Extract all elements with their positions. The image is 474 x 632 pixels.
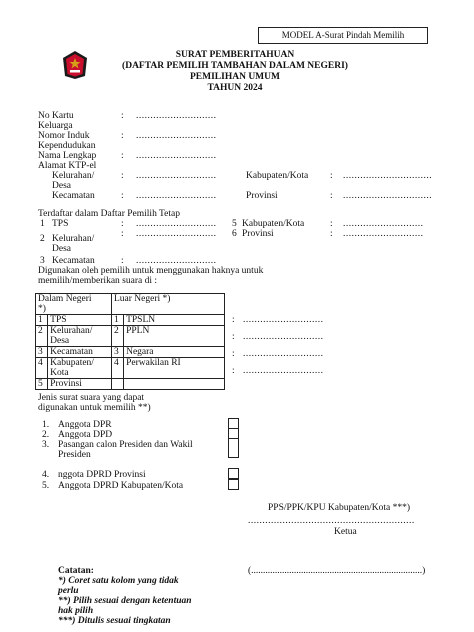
field-nama: ............................ [136, 151, 217, 161]
colon: : [330, 171, 333, 181]
label-kecamatan: Kecamatan [52, 191, 95, 201]
kpu-logo-icon [62, 50, 88, 80]
field-nik: ............................ [136, 131, 217, 141]
title-line-2: (DAFTAR PEMILIH TAMBAHAN DALAM NEGERI) [122, 61, 348, 71]
colon: : [121, 131, 124, 141]
label-keluarga: Keluarga [38, 121, 73, 131]
terdaftar-heading: Terdaftar dalam Daftar Pemilih Tetap [38, 209, 180, 219]
terdaftar-num-3: 3 [40, 256, 45, 266]
model-label: MODEL A-Surat Pindah Memilih [258, 27, 428, 44]
colon: : [232, 332, 235, 342]
label-nama-lengkap: Nama Lengkap [38, 151, 97, 161]
field-table-3: ............................ [243, 349, 324, 359]
table-cell-ln: PPLN [124, 326, 225, 347]
jenis-num: 2. [42, 430, 50, 440]
table-cell-ln [124, 379, 225, 390]
digunakan-line-2: memilih/memberikan suara di : [38, 276, 157, 286]
title-line-3: PEMILIHAN UMUM [190, 72, 280, 82]
table-cell-dn: Kabupaten/ Kota [48, 358, 112, 379]
table-cell-num: 3 [36, 347, 48, 358]
jenis-num: 1. [42, 420, 50, 430]
table-cell-num: 2 [112, 326, 124, 347]
terdaftar-num-2: 2 [40, 234, 45, 244]
signature-location-dots: .......................................................... [248, 516, 415, 526]
jenis-item-dprd-provinsi: nggota DPRD Provinsi [58, 470, 146, 480]
terdaftar-num-1: 1 [40, 219, 45, 229]
jenis-num: 5. [42, 481, 50, 491]
table-cell-num: 1 [36, 315, 48, 326]
catatan-note-2b: hak pilih [58, 606, 94, 616]
field-kelurahan: ............................ [136, 171, 217, 181]
table-cell-ln: TPSLN [124, 315, 225, 326]
table-cell-num: 4 [112, 358, 124, 379]
field-provinsi: ............................... [343, 191, 433, 201]
colon: : [232, 315, 235, 325]
catatan-heading: Catatan: [58, 566, 94, 576]
table-cell-dn: TPS [48, 315, 112, 326]
jenis-item-presiden-cont: Presiden [58, 450, 91, 460]
colon: : [330, 191, 333, 201]
table-cell-ln: Negara [124, 347, 225, 358]
catatan-note-1a: *) Coret satu kolom yang tidak [58, 576, 179, 586]
label-nomor-induk: Nomor Induk [38, 131, 90, 141]
signature-name-line: (........................................................................) [248, 566, 426, 576]
checkbox-dprd-kabupaten[interactable] [228, 479, 239, 490]
table-head-dalam-negeri: Dalam Negeri *) [36, 294, 112, 315]
field-kecamatan: ............................ [136, 191, 217, 201]
label-kabupaten: Kabupaten/Kota [246, 171, 309, 181]
field-kabupaten: ............................... [343, 171, 433, 181]
terdaftar-label-desa: Desa [52, 244, 71, 254]
field-terdaftar-provinsi: ............................ [343, 229, 424, 239]
colon: : [121, 171, 124, 181]
table-cell-dn: Kelurahan/ Desa [48, 326, 112, 347]
table-cell-dn: Kecamatan [48, 347, 112, 358]
terdaftar-label-kabupaten: Kabupaten/Kota [242, 219, 305, 229]
signature-role: Ketua [334, 527, 357, 537]
colon: : [121, 111, 124, 121]
table-cell-num: 1 [112, 315, 124, 326]
terdaftar-num-5: 5 [232, 219, 237, 229]
location-table [35, 293, 225, 390]
jenis-num: 3. [42, 440, 50, 450]
terdaftar-label-provinsi: Provinsi [242, 229, 274, 239]
digunakan-line-1: Digunakan oleh pemilih untuk menggunakan haknya untuk [38, 266, 264, 276]
table-cell-num: 3 [112, 347, 124, 358]
label-no-kartu: No Kartu [38, 111, 74, 121]
colon: : [121, 191, 124, 201]
field-no-kartu: ............................ [136, 111, 217, 121]
catatan-note-3: ***) Ditulis sesuai tingkatan [58, 616, 171, 626]
terdaftar-label-kelurahan: Kelurahan/ [52, 234, 95, 244]
table-cell-dn: Provinsi [48, 379, 112, 390]
field-table-2: ............................ [243, 332, 324, 342]
title-line-4: TAHUN 2024 [207, 83, 263, 93]
table-head-luar-negeri: Luar Negeri *) [112, 294, 225, 315]
jenis-line-2: digunakan untuk memilih **) [38, 403, 151, 413]
field-tps: ............................ [136, 219, 217, 229]
colon: : [121, 229, 124, 239]
field-terdaftar-kabupaten: ............................ [343, 219, 424, 229]
jenis-item-dpd: Anggota DPD [58, 430, 113, 440]
colon: : [330, 229, 333, 239]
terdaftar-num-6: 6 [232, 229, 237, 239]
catatan-note-1b: perlu [58, 586, 79, 596]
table-cell-num: 4 [36, 358, 48, 379]
title-line-1: SURAT PEMBERITAHUAN [175, 50, 295, 60]
table-cell-num: 5 [36, 379, 48, 390]
table-cell-num: 2 [36, 326, 48, 347]
jenis-num: 4. [42, 470, 50, 480]
checkbox-dprd-provinsi[interactable] [228, 468, 239, 479]
jenis-item-dprd-kabupaten: Anggota DPRD Kabupaten/Kota [58, 481, 184, 491]
colon: : [232, 366, 235, 376]
field-terdaftar-kelurahan: ............................ [136, 229, 217, 239]
jenis-item-dpr: Anggota DPR [58, 420, 112, 430]
colon: : [330, 219, 333, 229]
field-table-4: ............................ [243, 366, 324, 376]
label-desa: Desa [52, 181, 71, 191]
jenis-item-presiden: Pasangan calon Presiden dan Wakil [58, 440, 193, 450]
table-cell-ln: Perwakilan RI [124, 358, 225, 379]
signature-org: PPS/PPK/KPU Kabupaten/Kota ***) [268, 503, 410, 513]
colon: : [121, 219, 124, 229]
label-kelurahan: Kelurahan/ [52, 171, 95, 181]
label-kependudukan: Kependudukan [38, 141, 96, 151]
table-cell-num [112, 379, 124, 390]
field-table-1: ............................ [243, 315, 324, 325]
catatan-note-2a: **) Pilih sesuai dengan ketentuan [58, 596, 192, 606]
colon: : [232, 349, 235, 359]
colon: : [121, 151, 124, 161]
colon: : [121, 256, 124, 266]
label-provinsi: Provinsi [246, 191, 278, 201]
terdaftar-label-tps: TPS [52, 219, 69, 229]
label-alamat: Alamat KTP-el [38, 161, 97, 171]
field-terdaftar-kecamatan: ............................ [136, 256, 217, 266]
terdaftar-label-kecamatan: Kecamatan [52, 256, 95, 266]
checkbox-presiden[interactable] [228, 438, 239, 458]
jenis-line-1: Jenis surat suara yang dapat [38, 393, 145, 403]
